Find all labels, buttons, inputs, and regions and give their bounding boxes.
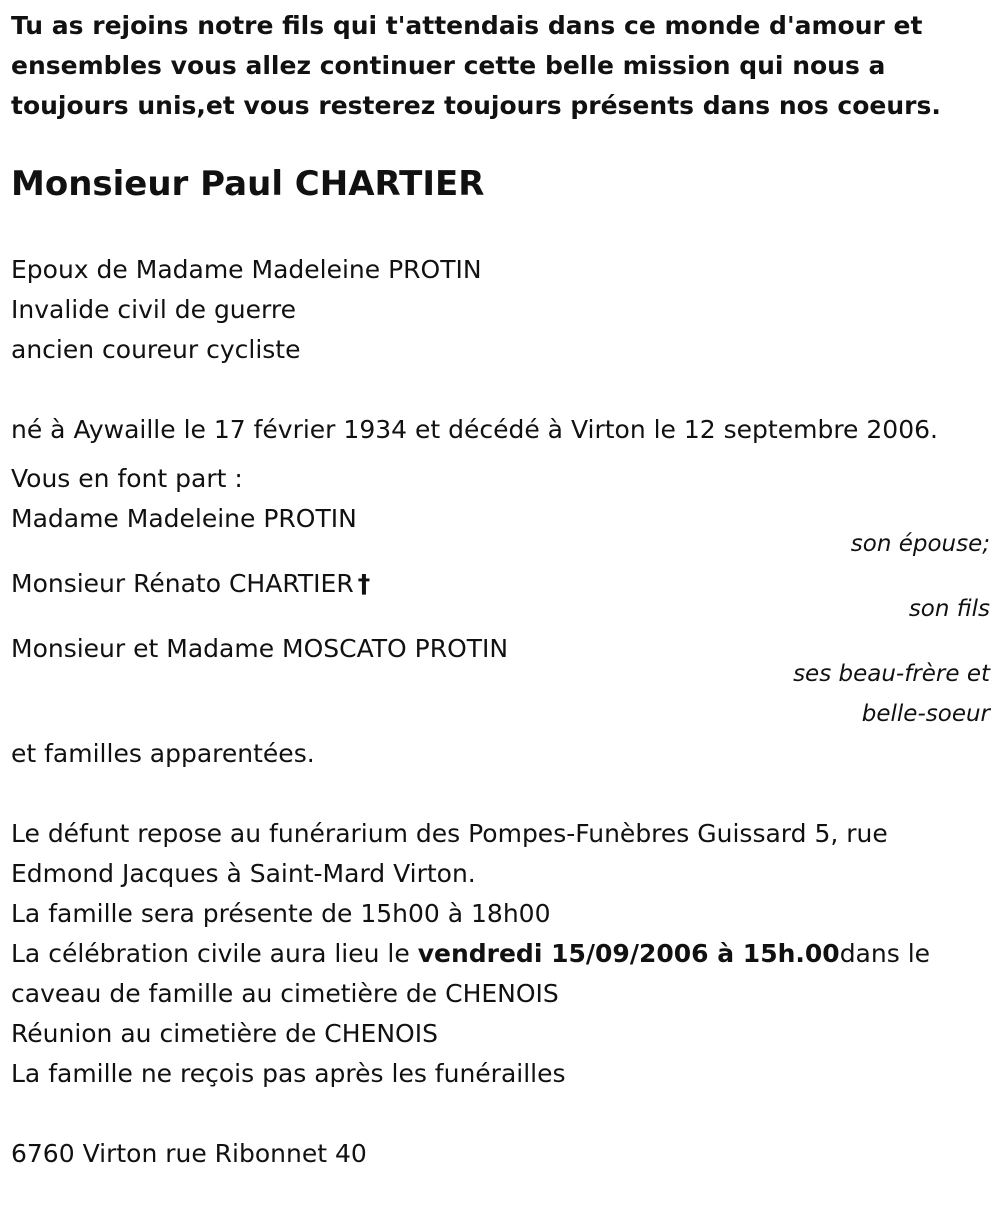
presence-text: La famille sera présente de 15h00 à 18h00 <box>11 899 551 928</box>
deceased-name: Monsieur Paul CHARTIER <box>11 164 485 204</box>
relative-relation-line2: belle-soeur <box>861 701 990 727</box>
relative-name-text: Monsieur Rénato CHARTIER <box>11 569 354 598</box>
relative-row <box>11 629 990 734</box>
relative-row <box>11 564 990 629</box>
relative-relation-line1: ses beau-frère et <box>793 661 990 687</box>
relative-relation: son fils <box>908 596 990 622</box>
relative-name: Monsieur et Madame MOSCATO PROTIN <box>11 634 509 663</box>
cross-icon: † <box>357 569 371 598</box>
title-line-spouse: Epoux de Madame Madeleine PROTIN <box>11 255 482 284</box>
relative-name: Madame Madeleine PROTIN <box>11 504 357 533</box>
repose-text: Le défunt repose au funérarium des Pompes-Funèbres Guissard 5, rue Edmond Jacques à Saint-Mard Virton. <box>11 819 888 888</box>
ceremony-date-time: vendredi 15/09/2006 à 15h.00 <box>417 939 840 968</box>
ceremony-text <box>11 934 990 1014</box>
intro-text: Tu as rejoins notre fils qui t'attendais dans ce monde d'amour et ensembles vous allez continuer cette belle mission qui nous a toujours unis,et vous resterez toujours présents dans nos coeurs. <box>11 11 941 120</box>
families-text: et familles apparentées. <box>11 739 315 768</box>
title-line-cyclist: ancien coureur cycliste <box>11 335 301 364</box>
address-text: 6760 Virton rue Ribonnet 40 <box>11 1139 367 1168</box>
ceremony-prefix: La célébration civile aura lieu le <box>11 939 418 968</box>
meeting-text: Réunion au cimetière de CHENOIS <box>11 1019 438 1048</box>
ceremony-suffix: dans le caveau de famille au cimetière de CHENOIS <box>11 939 931 1008</box>
relative-row <box>11 499 990 564</box>
titles-block <box>11 250 990 370</box>
no-reception-text: La famille ne reçois pas après les funérailles <box>11 1059 566 1088</box>
title-line-invalid: Invalide civil de guerre <box>11 295 296 324</box>
relative-relation: son épouse; <box>850 531 990 557</box>
announce-text: Vous en font part : <box>11 464 243 493</box>
birth-death-text: né à Aywaille le 17 février 1934 et décédé à Virton le 12 septembre 2006. <box>11 415 938 444</box>
